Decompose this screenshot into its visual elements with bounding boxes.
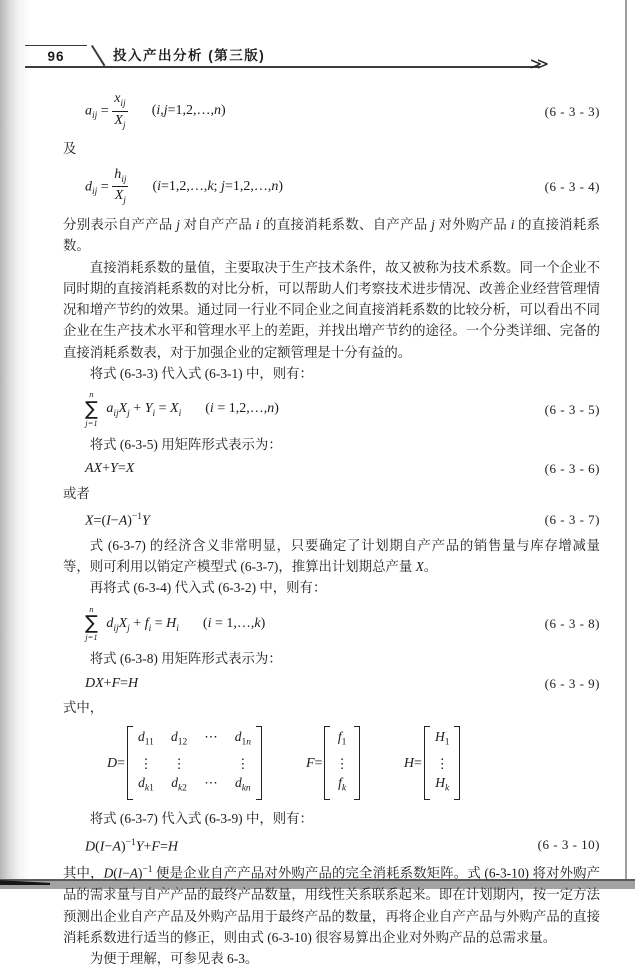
- equation-body: $D(I-A)^{-1}Y+F=H$: [85, 837, 179, 855]
- paragraph: 式中，: [63, 700, 104, 716]
- matrix-cell: ⋯: [204, 775, 218, 791]
- paragraph: 分别表示自产产品 j 对自产产品 i 的直接消耗系数、自产产品 j 对外购产品 i 的直接消耗系数。: [63, 216, 600, 254]
- paragraph: 为便于理解，可参见表 6-3。: [89, 951, 259, 967]
- equation-body: n ∑ j=1 $a_{ij}X_j + Y_i = X_i$ (i = 1,2,…,n): [85, 389, 279, 428]
- matrix-cell: ⋮: [236, 755, 250, 771]
- equation-number: (6 - 3 - 5): [544, 401, 600, 417]
- equation-number: (6 - 3 - 7): [544, 511, 600, 527]
- matrix-cell: $d_{k2}$: [171, 775, 187, 794]
- paragraph: 再将式 (6-3-4) 代入式 (6-3-2) 中，则有：: [89, 580, 327, 596]
- equation-row: [63, 673, 600, 694]
- equation-body: $X=(I-A)^{-1}Y$: [85, 511, 150, 529]
- matrix-cell: $d_{1n}$: [234, 729, 251, 749]
- scan-right-page-edge: [625, 0, 627, 879]
- equation-body: $d_{ij}$ = $\frac{h_{ij}}{X_j}$ (i=1,2,…,k; j=1,2,…,n): [85, 166, 284, 207]
- equation-body: DX+F=H: [85, 675, 139, 691]
- page-number: 96: [25, 45, 87, 67]
- matrix-cell: ⋮: [139, 755, 153, 771]
- matrix-cell: ⋮: [172, 755, 186, 771]
- equation-number: (6 - 3 - 9): [544, 675, 600, 691]
- equation-number: (6 - 3 - 10): [537, 837, 600, 853]
- matrix: [424, 726, 461, 800]
- equation-body: AX+Y=X: [85, 461, 135, 477]
- equation-row: [63, 90, 600, 132]
- matrix-cell: $H_k$: [435, 775, 450, 794]
- equation-row: [63, 166, 600, 208]
- equation-body: n ∑ j=1 $d_{ij}X_j + f_i = H_i$ (i = 1,…,k): [85, 603, 266, 643]
- matrix-grid: [330, 726, 354, 800]
- paragraph: 将式 (6-3-3) 代入式 (6-3-1) 中，则有：: [89, 366, 313, 382]
- paragraph: 式 (6-3-7) 的经济含义非常明显，只要确定了计划期自产产品的销售量与库存增减量等，则可利用以销定产模型式 (6-3-7)，推算出计划期总产量 X。: [63, 537, 600, 575]
- equation-number: (6 - 3 - 6): [544, 461, 600, 477]
- book-title: 投入产出分析 (第三版): [113, 48, 266, 63]
- paragraph: 或者: [63, 485, 90, 501]
- matrix-item: [306, 726, 360, 800]
- equation-number: (6 - 3 - 8): [544, 615, 600, 631]
- matrix-cell: $H_1$: [434, 729, 450, 749]
- matrix-cell: $d_{11}$: [138, 729, 154, 749]
- matrix-right-bracket: [354, 726, 360, 800]
- equation-row: [63, 507, 600, 532]
- matrix-label: D=: [107, 755, 126, 771]
- matrix-definitions-row: [63, 726, 600, 800]
- matrix-cell: [204, 754, 218, 774]
- equation-body: $a_{ij}$ = $\frac{x_{ij}}{X_j}$ (i,j=1,2,…,n): [85, 91, 226, 131]
- equation-row: [63, 833, 600, 858]
- header-diagonal-separator: [91, 45, 105, 66]
- header-rule: [25, 66, 540, 68]
- matrix: [324, 726, 360, 800]
- matrix: [127, 726, 262, 800]
- matrix-cell: ⋮: [435, 755, 449, 771]
- scan-left-shadow: [0, 0, 30, 880]
- matrix-item: [107, 726, 262, 800]
- matrix-grid: [430, 726, 455, 800]
- matrix-label: F=: [305, 755, 323, 771]
- paragraph: 及: [63, 141, 77, 157]
- equation-number: (6 - 3 - 4): [544, 179, 600, 195]
- matrix-label: H=: [403, 755, 422, 771]
- double-chevron-icon: ≫: [529, 54, 550, 73]
- matrix-cell: $f_1$: [337, 729, 347, 749]
- matrix-right-bracket: [454, 726, 460, 800]
- equation-row: [63, 390, 600, 428]
- matrix-right-bracket: [256, 726, 262, 800]
- paragraph: 将式 (6-3-5) 用矩阵形式表示为：: [89, 437, 282, 453]
- paragraph: 将式 (6-3-7) 代入式 (6-3-9) 中，则有：: [89, 811, 313, 827]
- page-content: [63, 84, 600, 969]
- equation-number: (6 - 3 - 3): [544, 103, 600, 119]
- matrix-cell: ⋮: [335, 755, 349, 771]
- equation-row: [63, 458, 600, 479]
- paragraph: 直接消耗系数的量值，主要取决于生产技术条件，故又被称为技术系数。同一个企业不同时期的直接消耗系数的对比分析，可以帮助人们考察技术进步情况、改善企业经营管理情况和增产节约的效果。通过同一行业不同企业之间直接消耗系数的比较分析，可以看出不同企业在生产技术水平和管理水平上的差距，并找出增产节约的途径。一个分类详细、完备的直接消耗系数表，对于加强企业的定额管理是十分有益的。: [63, 259, 600, 360]
- matrix-cell: ⋯: [204, 729, 218, 745]
- equation-row: [63, 605, 600, 643]
- paragraph: 其中，$D(I-A)^{-1}$ 便是企业自产产品对外购产品的完全消耗系数矩阵。式 (6-3-10) 将对外购产品的需求量与自产产品的最终产品数量，用线性关系联系起来。即在计划期内，按一定方法预测出企业自产产品及外购产品用于最终产品的数量，再将企业自产产品与外购产品的直接消耗系数进行适当的修正，则由式 (6-3-10) 很容易算出企业对外购产品的总需求量。: [63, 865, 600, 945]
- running-header: [25, 45, 573, 73]
- paragraph: 将式 (6-3-8) 用矩阵形式表示为：: [89, 651, 282, 667]
- matrix-cell: $d_{kn}$: [234, 775, 251, 794]
- matrix-cell: $f_k$: [338, 775, 347, 794]
- matrix-cell: $d_{k1}$: [138, 775, 154, 794]
- matrix-cell: $d_{12}$: [170, 729, 188, 749]
- matrix-grid: [133, 726, 256, 800]
- matrix-item: [404, 726, 461, 800]
